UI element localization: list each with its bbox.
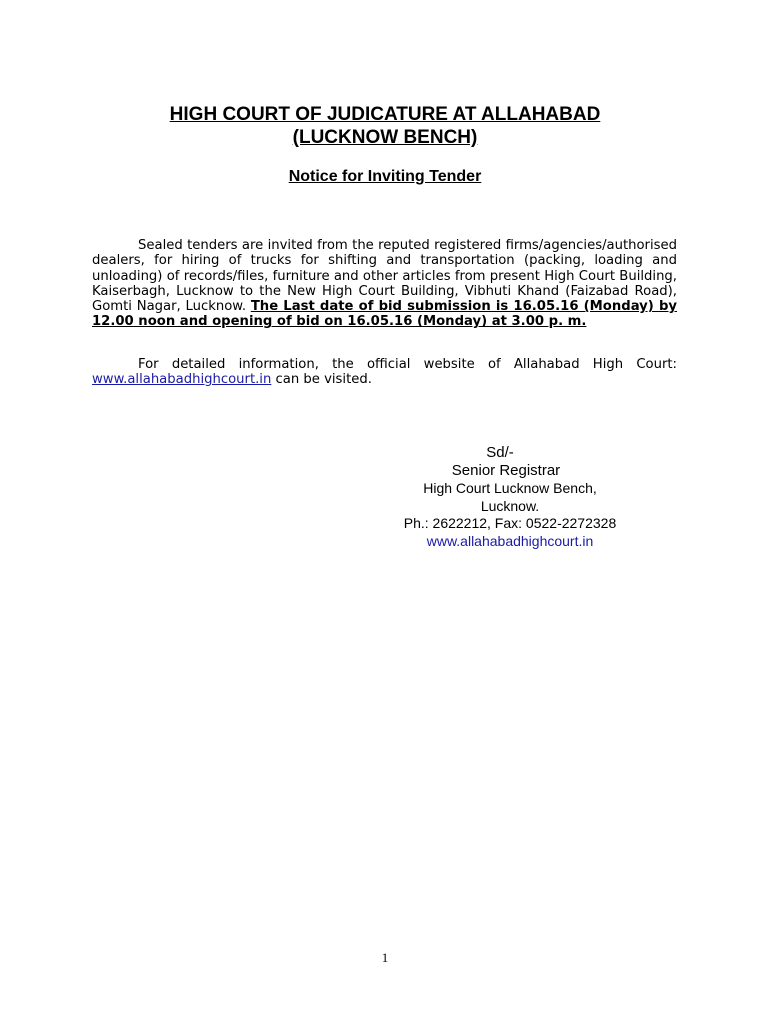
- tender-text: Sealed tenders are invited from the reputed registered firms/agencies/authorised dealers, for hiring of trucks for shifting and transportation (packing, loading and unloading) of records/files, furniture and other articles from present High Court Building, Kaiserbagh, Lucknow to the New High Court Building, Vibhuti Khand (Faizabad Road), Gomti Nagar, Lucknow.: [92, 238, 677, 315]
- website-link[interactable]: www.allahabadhighcourt.in: [92, 372, 272, 388]
- signature-website-link[interactable]: www.allahabadhighcourt.in: [426, 532, 594, 549]
- signature-office: High Court Lucknow Bench,: [423, 480, 597, 496]
- signature-sd: Sd/-: [486, 444, 514, 461]
- info-suffix: can be visited.: [275, 372, 372, 388]
- signature-contact: Ph.: 2622212, Fax: 0522-2272328: [403, 515, 617, 531]
- page-number: 1: [381, 950, 389, 965]
- bid-deadline-text: The Last date of bid submission is 16.05.16 (Monday) by 12.00 noon and opening of bid on 16.05.16 (Monday) at 3.00 p. m.: [92, 299, 677, 330]
- signature-city: Lucknow.: [480, 497, 540, 514]
- court-title-line1: HIGH COURT OF JUDICATURE AT ALLAHABAD: [169, 104, 601, 125]
- notice-heading: Notice for Inviting Tender: [288, 168, 482, 185]
- info-paragraph: [92, 357, 677, 388]
- signature-block: [370, 444, 650, 550]
- tender-paragraph: [92, 238, 677, 330]
- signature-designation: Senior Registrar: [451, 462, 561, 479]
- court-title-line2: (LUCKNOW BENCH): [292, 127, 478, 148]
- info-text: For detailed information, the official website of Allahabad High Court:: [138, 357, 677, 372]
